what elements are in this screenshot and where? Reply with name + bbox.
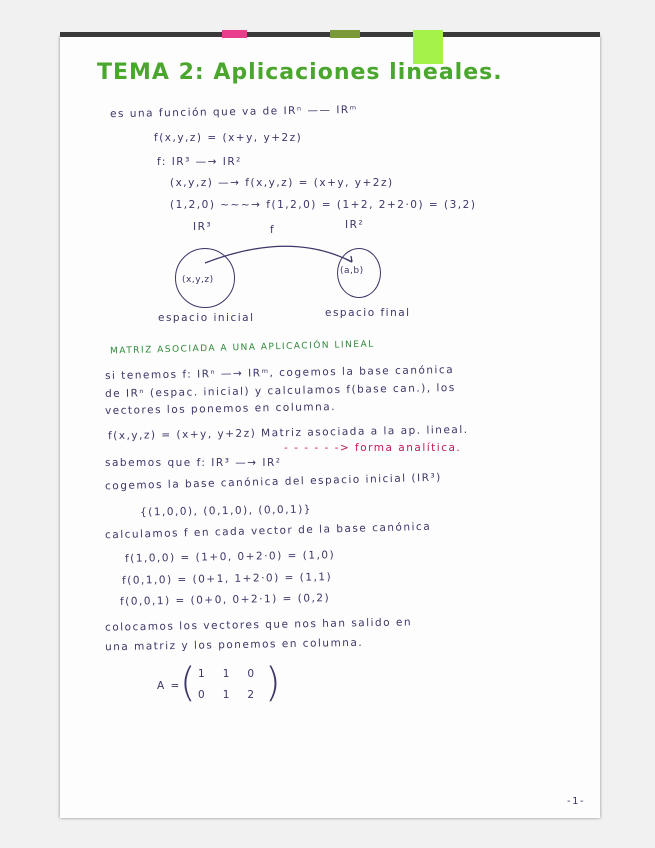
paragraph-line: de IRⁿ (espac. inicial) y calculamos f(base can.), los (104, 381, 456, 401)
sabemos-line: sabemos que f: IR³ —→ IR² (105, 457, 282, 469)
example-line: (x,y,z) —→ f(x,y,z) = (x+y, y+2z) (170, 177, 394, 189)
matrix-bracket-right: ) (265, 660, 281, 706)
canonical-basis: {(1,0,0), (0,1,0), (0,0,1)} (139, 503, 313, 519)
conclusion-line: una matriz y los ponemos en columna. (104, 636, 364, 654)
evaluation-line: f(0,1,0) = (0+1, 1+2·0) = (1,1) (121, 571, 333, 587)
map-label: f (270, 224, 276, 236)
example-line: f(x,y,z) = (x+y, y+2z) (154, 132, 303, 144)
calculamos-line: calculamos f en cada vector de la base canónica (104, 520, 432, 542)
matrix-label: A = (157, 680, 181, 692)
matrix-row: 0 1 2 (198, 689, 257, 701)
matrix-line: f(x,y,z) = (x+y, y+2z) Matriz asociada a la ap. lineal. (107, 423, 469, 443)
label-final-space: espacio final (325, 307, 411, 319)
intro-text: es una función que va de IRⁿ —— IRᵐ (109, 103, 358, 121)
analytic-form-note: - - - - - -> forma analítica. (284, 442, 462, 454)
page-number: -1- (567, 796, 586, 807)
evaluation-line: f(1,0,0) = (1+0, 0+2·0) = (1,0) (124, 549, 336, 565)
section-heading: MATRIZ ASOCIADA A UNA APLICACIÓN LINEAL (109, 339, 375, 357)
page-title: TEMA 2: Aplicaciones lineales. (97, 60, 503, 85)
paragraph-line: vectores los ponemos en columna. (104, 400, 337, 418)
matrix-row: 1 1 0 (198, 668, 257, 680)
point-out: (a,b) (340, 266, 364, 276)
label-initial-space: espacio inicial (158, 312, 255, 324)
example-line: (1,2,0) ~~~→ f(1,2,0) = (1+2, 2+2·0) = (3,2) (170, 199, 477, 211)
conclusion-line: colocamos los vectores que nos han salido en (104, 616, 413, 634)
domain-label: IR³ (193, 221, 213, 233)
paragraph-line: si tenemos f: IRⁿ —→ IRᵐ, cogemos la base canónica (104, 363, 455, 383)
matrix-bracket-left: ( (180, 660, 196, 706)
example-line: f: IR³ —→ IR² (157, 156, 242, 168)
cogemos-line: cogemos la base canónica del espacio inicial (IR³) (104, 471, 442, 493)
point-in: (x,y,z) (182, 275, 214, 285)
codomain-label: IR² (345, 219, 365, 231)
evaluation-line: f(0,0,1) = (0+0, 0+2·1) = (0,2) (119, 592, 331, 608)
